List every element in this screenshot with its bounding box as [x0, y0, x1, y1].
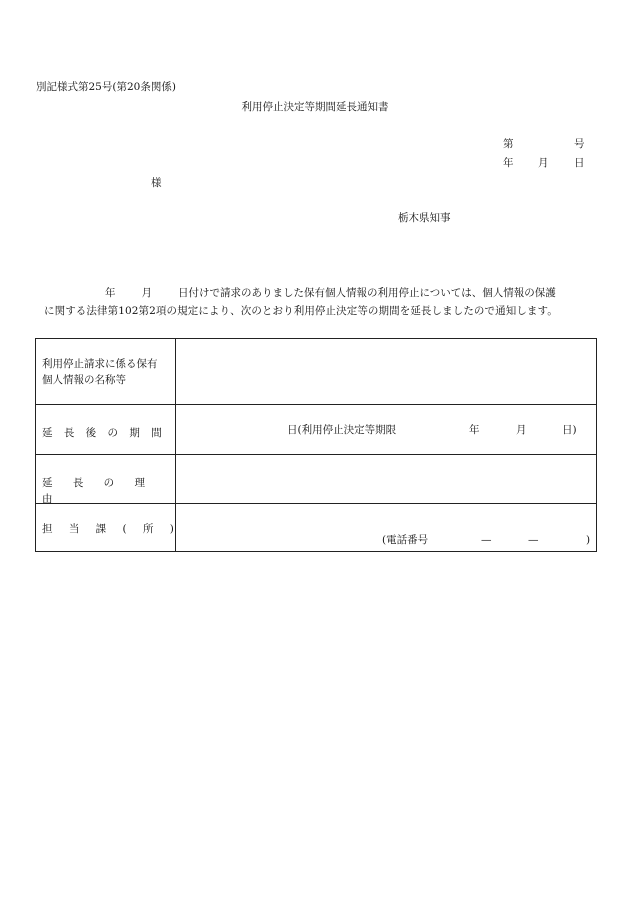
row-label-cell [36, 455, 176, 506]
period-month-label: 月 [516, 424, 527, 436]
document-title: 利用停止決定等期間延長通知書 [241, 101, 389, 113]
date-month-label: 月 [538, 157, 549, 169]
body-text-1: 日付けで請求のありました保有個人情報の利用停止については、個人情報の保護 [178, 287, 556, 299]
document-number-suffix: 号 [574, 138, 585, 150]
date-year-label: 年 [503, 157, 514, 169]
body-line-1 [105, 288, 556, 299]
phone-dash-2: — [528, 534, 539, 546]
period-day-close: 日) [562, 424, 577, 436]
row-label-cell [36, 504, 176, 551]
info-name-field[interactable] [176, 339, 596, 404]
extension-reason-field[interactable] [176, 455, 596, 503]
table-row [36, 503, 596, 551]
info-table [35, 338, 597, 552]
period-day-text: 日(利用停止決定等期限 [287, 424, 397, 436]
row-label-line-1: 利用停止請求に係る保有 [42, 358, 158, 370]
table-row [36, 404, 596, 454]
document-number-label: 第 [503, 138, 514, 150]
form-reference: 別記様式第25号(第20条関係) [36, 81, 176, 93]
row-label-line-2: 個人情報の名称等 [42, 374, 126, 387]
row-label: 延 長 の 理 由 [42, 477, 146, 506]
body-month-label: 月 [141, 287, 152, 299]
phone-dash-1: — [481, 534, 492, 546]
row-label-cell [36, 339, 176, 404]
phone-label: (電話番号 [382, 534, 429, 546]
date-day-label: 日 [574, 157, 585, 169]
period-year-label: 年 [469, 424, 480, 436]
extended-period-field[interactable] [176, 405, 596, 454]
sender-name: 栃木県知事 [398, 212, 451, 224]
table-row [36, 454, 596, 506]
row-label-cell [36, 405, 176, 454]
addressee-suffix: 様 [151, 177, 162, 189]
row-label: 延 長 後 の 期 間 [42, 427, 162, 439]
department-field[interactable] [176, 504, 596, 551]
body-line-2: に関する法律第102第2項の規定により、次のとおり利用停止決定等の期間を延長しましたので通知します。 [44, 305, 558, 317]
phone-close: ) [586, 534, 591, 546]
row-label: 担 当 課 ( 所 ) [42, 523, 174, 535]
body-year-label: 年 [105, 287, 116, 299]
table-row [36, 339, 596, 404]
